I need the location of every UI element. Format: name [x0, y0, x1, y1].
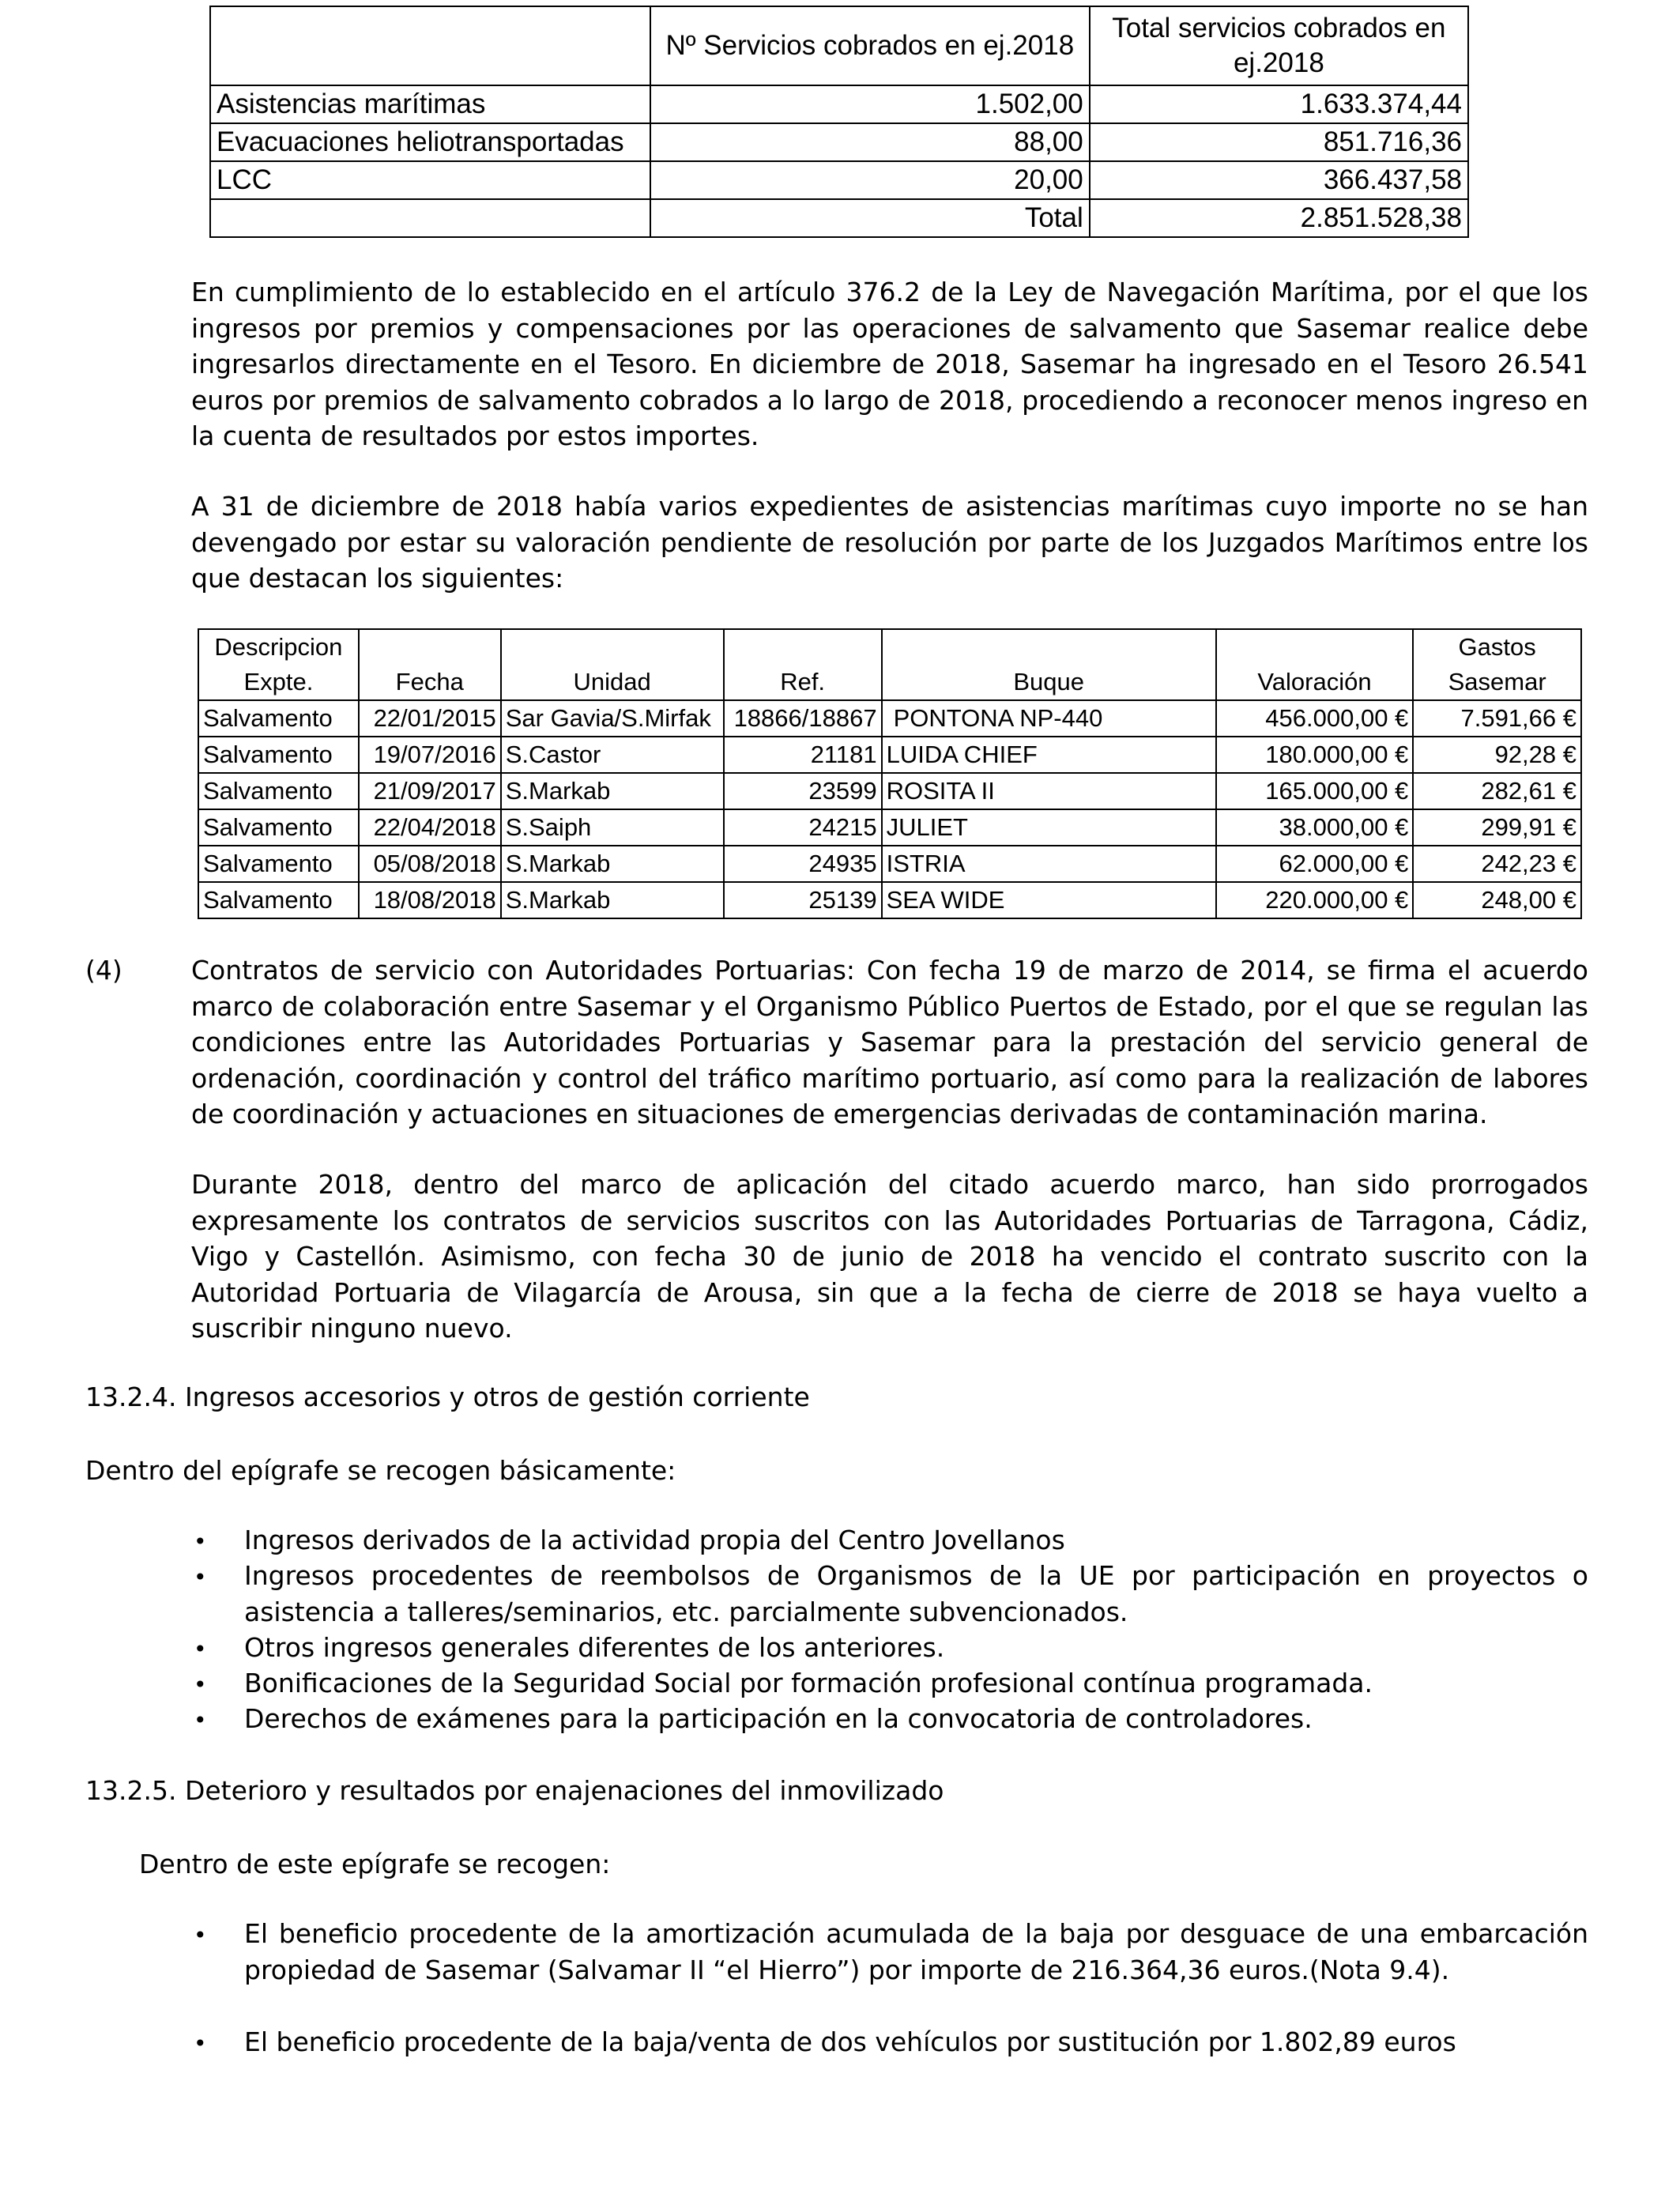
bullet-item: El beneficio procedente de la baja/venta de dos vehículos por sustitución por 1.802,89 euros [244, 2026, 1456, 2057]
cell-fecha: 18/08/2018 [359, 882, 501, 918]
header-valoracion: Valoración [1216, 629, 1414, 700]
table-row [198, 737, 1581, 773]
header-buque: Buque [882, 629, 1216, 700]
bullet-icon: • [194, 1672, 207, 1698]
cell-buque: PONTONA NP-440 [882, 700, 1216, 737]
cell-valoracion: 38.000,00 € [1216, 809, 1414, 846]
cell-buque: ISTRIA [882, 846, 1216, 882]
total-label: Total [650, 199, 1090, 237]
bullet-icon: • [194, 1707, 207, 1733]
cell-gastos: 92,28 € [1413, 737, 1581, 773]
cell-valoracion: 165.000,00 € [1216, 773, 1414, 809]
cell-gastos: 242,23 € [1413, 846, 1581, 882]
paragraph-pending-cases: A 31 de diciembre de 2018 había varios expedientes de asistencias marítimas cuyo importe no se han devengado por estar su valoración pendiente de resolución por parte de los Juzgados Marítimos entre los que destacan los siguientes: [191, 491, 1588, 594]
cell-unidad: S.Castor [501, 737, 724, 773]
cell-fecha: 21/09/2017 [359, 773, 501, 809]
cell-unidad: S.Markab [501, 773, 724, 809]
row-label: LCC [210, 161, 650, 199]
header-ref: Ref. [724, 629, 882, 700]
cell-valoracion: 456.000,00 € [1216, 700, 1414, 737]
row-total: 851.716,36 [1090, 123, 1468, 161]
table-total-row [210, 199, 1468, 237]
row-count: 1.502,00 [650, 85, 1090, 123]
pending-cases-table [198, 628, 1582, 919]
bullet-icon: • [194, 2030, 207, 2056]
cell-ref: 23599 [724, 773, 882, 809]
cell-ref: 25139 [724, 882, 882, 918]
cell-valoracion: 220.000,00 € [1216, 882, 1414, 918]
row-count: 20,00 [650, 161, 1090, 199]
cell-descripcion: Salvamento [198, 737, 359, 773]
cell-gastos: 7.591,66 € [1413, 700, 1581, 737]
row-total: 366.437,58 [1090, 161, 1468, 199]
table-row [198, 700, 1581, 737]
table-row [210, 123, 1468, 161]
row-total: 1.633.374,44 [1090, 85, 1468, 123]
cell-fecha: 22/01/2015 [359, 700, 501, 737]
header-cell-count: Nº Servicios cobrados en ej.2018 [650, 6, 1090, 85]
header-gastos: Gastos Sasemar [1413, 629, 1581, 700]
total-value: 2.851.528,38 [1090, 199, 1468, 237]
paragraph-salvage-income: En cumplimiento de lo establecido en el artículo 376.2 de la Ley de Navegación Marítima, por el que los ingresos por premios y compensaciones por las operaciones de salvamento que Sasemar realice debe ingresarlos directamente en el Tesoro. En diciembre de 2018, Sasemar ha ingresado en el Tesoro 26.541 euros por premios de salvamento cobrados a lo largo de 2018, procediendo a reconocer menos ingreso en la cuenta de resultados por estos importes. [191, 277, 1588, 451]
cell-buque: ROSITA II [882, 773, 1216, 809]
bullet-item: Ingresos derivados de la actividad propia del Centro Jovellanos [244, 1525, 1065, 1555]
table-row [198, 882, 1581, 918]
cell-valoracion: 62.000,00 € [1216, 846, 1414, 882]
cell-descripcion: Salvamento [198, 773, 359, 809]
bullet-icon: • [194, 1922, 207, 1948]
services-table [209, 6, 1469, 238]
item-4-marker: (4) [85, 955, 122, 986]
header-cell-total: Total servicios cobrados en ej.2018 [1090, 6, 1468, 85]
header-unidad: Unidad [501, 629, 724, 700]
total-empty-cell [210, 199, 650, 237]
bullet-icon: • [194, 1529, 207, 1555]
header-descripcion: Descripcion Expte. [198, 629, 359, 700]
table-row [210, 161, 1468, 199]
section-intro-13-2-5: Dentro de este epígrafe se recogen: [139, 1849, 611, 1879]
table-header-row [210, 6, 1468, 85]
section-heading-13-2-5: 13.2.5. Deterioro y resultados por enajenaciones del inmovilizado [85, 1775, 944, 1806]
cell-buque: LUIDA CHIEF [882, 737, 1216, 773]
cell-ref: 21181 [724, 737, 882, 773]
cell-unidad: S.Markab [501, 882, 724, 918]
cell-descripcion: Salvamento [198, 846, 359, 882]
header-cell-empty [210, 6, 650, 85]
cell-gastos: 299,91 € [1413, 809, 1581, 846]
cell-fecha: 19/07/2016 [359, 737, 501, 773]
header-fecha: Fecha [359, 629, 501, 700]
bullet-item: Otros ingresos generales diferentes de los anteriores. [244, 1632, 945, 1663]
cell-ref: 24935 [724, 846, 882, 882]
bullet-item: Ingresos procedentes de reembolsos de Organismos de la UE por participación en proyectos o asistencia a talleres/seminarios, etc. parcialmente subvencionados. [244, 1560, 1588, 1627]
cell-descripcion: Salvamento [198, 809, 359, 846]
bullet-item: El beneficio procedente de la amortización acumulada de la baja por desguace de una embarcación propiedad de Sasemar (Salvamar II “el Hierro”) por importe de 216.364,36 euros.(Nota 9.4). [244, 1918, 1588, 1985]
cell-gastos: 282,61 € [1413, 773, 1581, 809]
row-label: Evacuaciones heliotransportadas [210, 123, 650, 161]
table-row [198, 846, 1581, 882]
cell-buque: SEA WIDE [882, 882, 1216, 918]
row-count: 88,00 [650, 123, 1090, 161]
bullet-icon: • [194, 1564, 207, 1590]
cell-buque: JULIET [882, 809, 1216, 846]
bullet-item: Bonificaciones de la Seguridad Social por formación profesional contínua programada. [244, 1668, 1373, 1698]
cell-fecha: 22/04/2018 [359, 809, 501, 846]
cell-descripcion: Salvamento [198, 700, 359, 737]
cell-gastos: 248,00 € [1413, 882, 1581, 918]
paragraph-contract-extensions: Durante 2018, dentro del marco de aplicación del citado acuerdo marco, han sido prorrogados expresamente los contratos de servicios suscritos con las Autoridades Portuarias de Tarragona, Cádiz, Vigo y Castellón. Asimismo, con fecha 30 de junio de 2018 ha vencido el contrato suscrito con la Autoridad Portuaria de Vilagarcía de Arousa, sin que a la fecha de cierre de 2018 se haya vuelto a suscribir ninguno nuevo. [191, 1169, 1588, 1344]
section-intro-13-2-4: Dentro del epígrafe se recogen básicamente: [85, 1455, 676, 1486]
bullet-icon: • [194, 1636, 207, 1662]
cell-valoracion: 180.000,00 € [1216, 737, 1414, 773]
cell-ref: 18866/18867 [724, 700, 882, 737]
bullet-item: Derechos de exámenes para la participación en la convocatoria de controladores. [244, 1703, 1313, 1734]
cell-ref: 24215 [724, 809, 882, 846]
table-header-row [198, 629, 1581, 700]
cell-unidad: Sar Gavia/S.Mirfak [501, 700, 724, 737]
table-row [210, 85, 1468, 123]
table-row [198, 809, 1581, 846]
section-heading-13-2-4: 13.2.4. Ingresos accesorios y otros de gestión corriente [85, 1382, 810, 1412]
cell-fecha: 05/08/2018 [359, 846, 501, 882]
row-label: Asistencias marítimas [210, 85, 650, 123]
cell-unidad: S.Markab [501, 846, 724, 882]
table-row [198, 773, 1581, 809]
cell-unidad: S.Saiph [501, 809, 724, 846]
paragraph-port-contracts: Contratos de servicio con Autoridades Portuarias: Con fecha 19 de marzo de 2014, se firma el acuerdo marco de colaboración entre Sasemar y el Organismo Público Puertos de Estado, por el que se regulan las condiciones entre las Autoridades Portuarias y Sasemar para la prestación del servicio general de ordenación, coordinación y control del tráfico marítimo portuario, así como para la realización de labores de coordinación y actuaciones en situaciones de emergencias derivadas de contaminación marina. [191, 955, 1588, 1129]
cell-descripcion: Salvamento [198, 882, 359, 918]
